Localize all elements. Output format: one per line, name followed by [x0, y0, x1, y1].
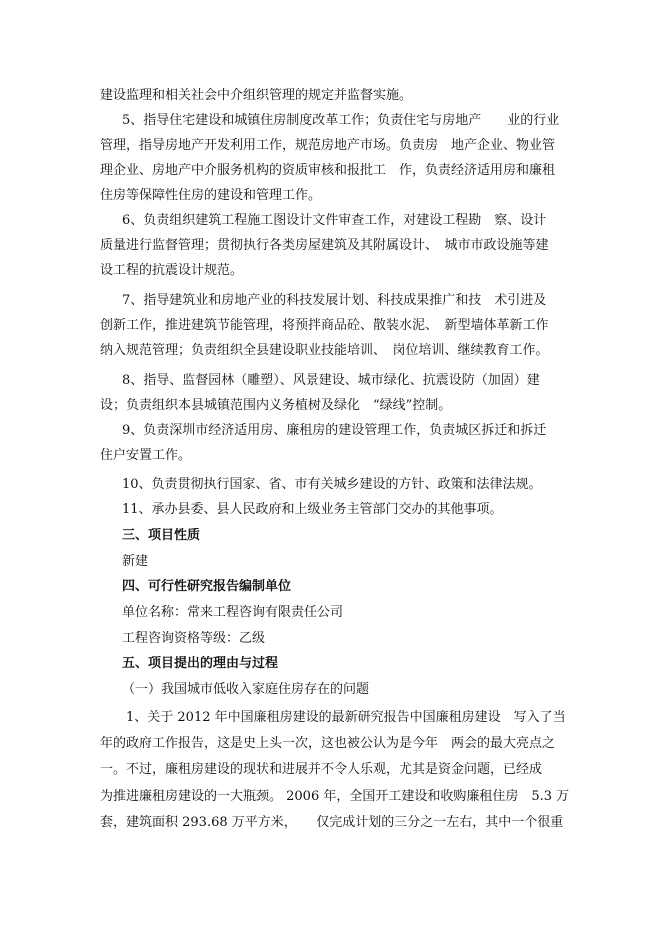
section-heading: 三、项目性质	[122, 528, 201, 543]
text-line: 设；负责组织本县城镇范围内义务植树及绿化 “绿线”控制。	[100, 398, 452, 413]
text-line: 新建	[122, 554, 149, 569]
text-line: 住户安置工作。	[100, 448, 192, 463]
text-line: 单位名称：常来工程咨询有限责任公司	[122, 605, 344, 620]
text-line: 建设监理和相关社会中介组织管理的规定并监督实施。	[100, 88, 413, 103]
section-heading: 四、可行性研究报告编制单位	[122, 579, 292, 594]
subsection-heading: （一）我国城市低收入家庭住房存在的问题	[122, 682, 370, 697]
text-line: 住房等保障性住房的建设和管理工作。	[100, 188, 322, 203]
text-line: 管理，指导房地产开发利用工作，规范房地产市场。负责房 地产企业、物业管	[100, 138, 556, 153]
text-line: 理企业、房地产中介服务机构的资质审核和报批工 作，负责经济适用房和廉租	[100, 163, 556, 178]
text-line: 1、关于 2012 年中国廉租房建设的最新研究报告中国廉租房建设 写入了当	[126, 710, 566, 725]
text-line: 一。不过，廉租房建设的现状和进展并不令人乐观，尤其是资金问题，已经成	[100, 762, 543, 777]
text-line: 5、指导住宅建设和城镇住房制度改革工作；负责住宅与房地产 业的行业	[122, 113, 560, 128]
text-line: 套，建筑面积 293.68 万平方米， 仅完成计划的三分之一左右，其中一个很重	[100, 815, 564, 830]
text-line: 质量进行监督管理；贯彻执行各类房屋建筑及其附属设计、 城市市政设施等建	[100, 238, 549, 253]
text-line: 设工程的抗震设计规范。	[100, 263, 244, 278]
text-line: 年的政府工作报告，这是史上头一次，这也被公认为是今年 两会的最大亮点之	[100, 736, 556, 751]
text-line: 6、负责组织建筑工程施工图设计文件审查工作，对建设工程勘 察、设计	[122, 213, 547, 228]
text-line: 工程咨询资格等级：乙级	[122, 631, 266, 646]
text-line: 9、负责深圳市经济适用房、廉租房的建设管理工作，负责城区拆迁和拆迁	[122, 423, 547, 438]
text-line: 纳入规范管理；负责组织全县建设职业技能培训、 岗位培训、继续教育工作。	[100, 343, 549, 358]
section-heading: 五、项目提出的理由与过程	[122, 656, 279, 671]
text-line: 10、负责贯彻执行国家、省、市有关城乡建设的方针、政策和法律法规。	[122, 477, 542, 492]
text-line: 8、指导、监督园林（雕塑）、风景建设、城市绿化、抗震设防（加固）建	[122, 373, 540, 388]
text-line: 创新工作，推进建筑节能管理，将预拌商品砼、散装水泥、 新型墙体革新工作	[100, 318, 549, 333]
text-line: 为推进廉租房建设的一大瓶颈。 2006 年，全国开工建设和收购廉租住房 5.3 万	[100, 789, 570, 804]
text-line: 11、承办县委、县人民政府和上级业务主管部门交办的其他事项。	[122, 502, 503, 517]
text-line: 7、指导建筑业和房地产业的科技发展计划、科技成果推广和技 术引进及	[122, 293, 547, 308]
